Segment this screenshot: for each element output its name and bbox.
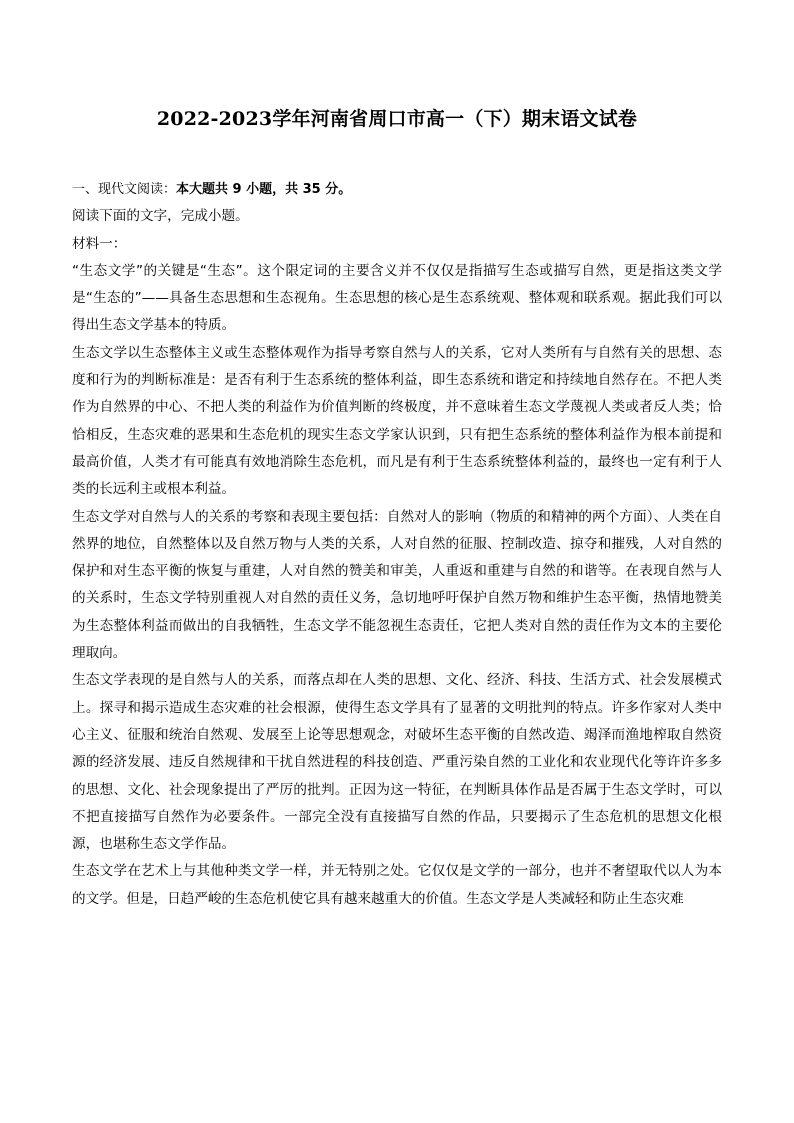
material-label: 材料一： [72,235,127,252]
paragraph-4: 生态文学表现的是自然与人的关系，而落点却在人类的思想、文化、经济、科技、生活方式、社会发展模式上。探寻和揭示造成生态灾难的社会根源，使得生态文学具有了显著的文明批判的特点。许多作家对人类中心主义、征服和统治自然观、发展至上论等思想观念，对破坏生态平衡的自然改造、竭泽而渔地榨取自然资源的经济发展、违反自然规律和干扰自然进程的科技创造、严重污染自然的工业化和农业现代化等许许多多的思想、文化、社会现象提出了严厉的批判。正因为这一特征，在判断具体作品是否属于生态文学时，可以不把直接描写自然作为必要条件。一部完全没有直接描写自然的作品，只要揭示了生态危机的思想文化根源，也堪称生态文学作品。 [72,672,722,853]
section-heading [72,176,722,203]
document-body [72,176,722,913]
section-detail: 本大题共 9 小题，共 35 分。 [176,182,352,197]
paragraph-1: “生态文学”的关键是“生态”。这个限定词的主要含义并不仅仅是指描写生态或描写自然，更是指这类文学是“生态的”——具备生态思想和生态视角。生态思想的核心是生态系统观、整体观和联系观。据此我们可以得出生态文学基本的特质。 [72,262,722,334]
section-prefix: 一、现代文阅读： [72,182,177,197]
document-title: 2022-2023学年河南省周口市高一（下）期末语文试卷 [156,108,638,130]
paragraph-5: 生态文学在艺术上与其他种类文学一样，并无特别之处。它仅仅是文学的一部分，也并不奢望取代以人为本的文学。但是，日趋严峻的生态危机使它具有越来越重大的价值。生态文学是人类减轻和防止生态灾难 [72,863,722,907]
paragraph-2: 生态文学以生态整体主义或生态整体观作为指导考察自然与人的关系，它对人类所有与自然有关的思想、态度和行为的判断标准是：是否有利于生态系统的整体利益，即生态系统和谐定和持续地自然存在。不把人类作为自然界的中心、不把人类的利益作为价值判断的终极度，并不意味着生态文学蔑视人类或者反人类；恰恰相反，生态灾难的恶果和生态危机的现实生态文学家认识到，只有把生态系统的整体利益作为根本前提和最高价值，人类才有可能真有效地消除生态危机，而凡是有利于生态系统整体利益的，最终也一定有利于人类的长远利主或根本利益。 [72,344,722,498]
reading-instruction: 阅读下面的文字，完成小题。 [72,208,249,225]
paragraph-3: 生态文学对自然与人的关系的考察和表现主要包括：自然对人的影响（物质的和精神的两个方面）、人类在自然界的地位，自然整体以及自然万物与人类的关系，人对自然的征服、控制改造、掠夺和摧残，人对自然的保护和对生态平衡的恢复与重建，人对自然的赞美和审美，人重返和重建与自然的和谐等。在表现自然与人的关系时，生态文学特别重视人对自然的责任义务，急切地呼吁保护自然万物和维护生态平衡，热情地赞美为生态整体利益而做出的自我牺牲，生态文学不能忽视生态责任，它把人类对自然的责任作为文本的主要伦理取向。 [72,508,722,662]
